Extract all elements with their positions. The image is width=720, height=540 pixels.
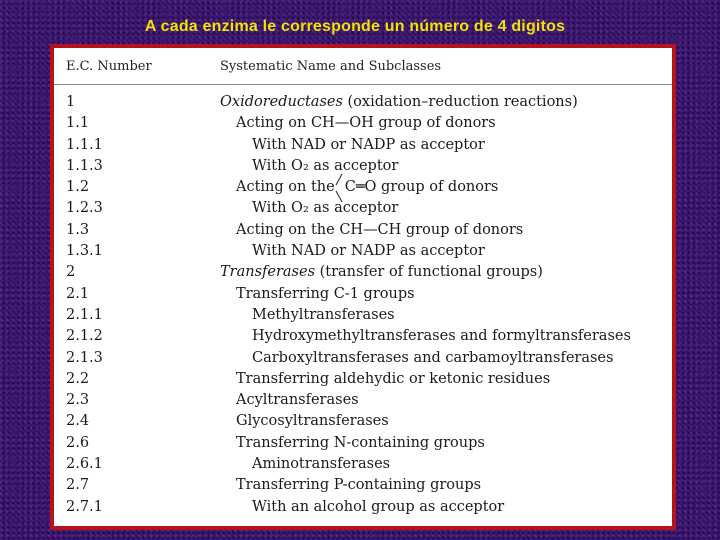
name-text: Carboxyltransferases and carbamoyltransferases — [252, 349, 614, 366]
ec-number: 2.1 — [66, 285, 90, 302]
systematic-name — [220, 92, 578, 113]
systematic-name — [252, 497, 504, 518]
table-row — [54, 497, 672, 518]
name-text: Transferring C-1 groups — [236, 285, 415, 302]
ec-number: 2.7.1 — [66, 498, 103, 515]
ec-number: 1.3 — [66, 221, 90, 238]
table-row — [54, 177, 672, 198]
table-row — [54, 284, 672, 305]
ec-number: 2.6.1 — [66, 456, 103, 473]
ec-number: 1 — [66, 94, 76, 110]
name-text: Acyltransferases — [236, 392, 359, 409]
header-ec-number: E.C. Number — [66, 59, 152, 74]
name-text: With an alcohol group as acceptor — [252, 498, 505, 515]
ec-number: 1.3.1 — [66, 243, 103, 260]
systematic-name — [236, 411, 389, 432]
systematic-name — [236, 177, 498, 198]
ec-number: 1.1.1 — [66, 136, 103, 153]
ec-classification-table — [50, 44, 676, 530]
table-header — [54, 48, 672, 85]
ec-number: 2.6 — [66, 434, 90, 451]
systematic-name — [252, 454, 390, 475]
systematic-name — [252, 135, 485, 156]
name-text: Acting on the CH—CH group of donors — [236, 221, 524, 238]
table-row — [54, 348, 672, 369]
name-text: Acting on the — [236, 179, 335, 196]
table-row — [54, 92, 672, 113]
table-row — [54, 475, 672, 496]
table-row — [54, 241, 672, 262]
table-row — [54, 326, 672, 347]
systematic-name — [252, 198, 398, 219]
ec-number: 2.1.3 — [66, 349, 103, 366]
name-text: Transferring aldehydic or ketonic residues — [236, 370, 551, 387]
systematic-name — [236, 475, 481, 496]
name-text: Aminotransferases — [252, 456, 391, 473]
table-row — [54, 135, 672, 156]
systematic-name — [252, 326, 631, 347]
name-text: Transferring N-containing groups — [236, 434, 485, 451]
ec-number: 2.7 — [66, 477, 90, 494]
systematic-name — [236, 369, 550, 390]
class-name: Transferases — [220, 264, 316, 281]
slide-title: A cada enzima le corresponde un número de 4 digitos — [144, 18, 566, 35]
ec-number: 1.2 — [66, 179, 90, 196]
systematic-name — [252, 241, 485, 262]
name-suffix: group of donors — [376, 179, 499, 196]
table-row — [54, 113, 672, 134]
systematic-name — [252, 305, 395, 326]
name-text: With NAD or NADP as acceptor — [252, 136, 485, 153]
ec-number: 2.3 — [66, 392, 90, 409]
systematic-name — [236, 284, 415, 305]
name-text: With NAD or NADP as acceptor — [252, 243, 485, 260]
class-name: Oxidoreductases — [220, 94, 343, 110]
name-text: (transfer of functional groups) — [315, 264, 543, 281]
table-row — [54, 454, 672, 475]
table-row — [54, 369, 672, 390]
table-row — [54, 411, 672, 432]
ec-number: 2.1.1 — [66, 306, 103, 323]
ec-number: 2.4 — [66, 413, 90, 430]
systematic-name — [236, 220, 523, 241]
ec-number: 2.1.2 — [66, 328, 103, 345]
table-row — [54, 433, 672, 454]
name-text: With O₂ as acceptor — [252, 200, 399, 217]
table-row — [54, 390, 672, 411]
systematic-name — [236, 390, 359, 411]
name-text: Transferring P-containing groups — [236, 477, 482, 494]
ec-number: 2.2 — [66, 370, 90, 387]
header-systematic-name: Systematic Name and Subclasses — [220, 59, 442, 74]
name-text: Glycosyltransferases — [236, 413, 389, 430]
ec-number: 1.1.3 — [66, 157, 103, 174]
table-row — [54, 198, 672, 219]
name-text: Acting on CH—OH group of donors — [236, 115, 496, 132]
systematic-name — [220, 262, 543, 283]
carbonyl-group — [335, 177, 377, 198]
table-row — [54, 220, 672, 241]
systematic-name — [252, 348, 613, 369]
ec-number: 2 — [66, 264, 76, 281]
name-text: Hydroxymethyltransferases and formyltransferases — [252, 328, 631, 345]
table-row — [54, 262, 672, 283]
systematic-name — [236, 433, 485, 454]
name-text: Methyltransferases — [252, 306, 395, 323]
name-text: With O₂ as acceptor — [252, 157, 399, 174]
name-text: (oxidation–reduction reactions) — [342, 94, 578, 110]
systematic-name — [236, 113, 496, 134]
group-text: C═O — [344, 179, 377, 196]
ec-number: 1.1 — [66, 115, 90, 132]
ec-number: 1.2.3 — [66, 200, 103, 217]
table-row — [54, 156, 672, 177]
table-body — [54, 92, 672, 518]
table-row — [54, 305, 672, 326]
systematic-name — [252, 156, 398, 177]
